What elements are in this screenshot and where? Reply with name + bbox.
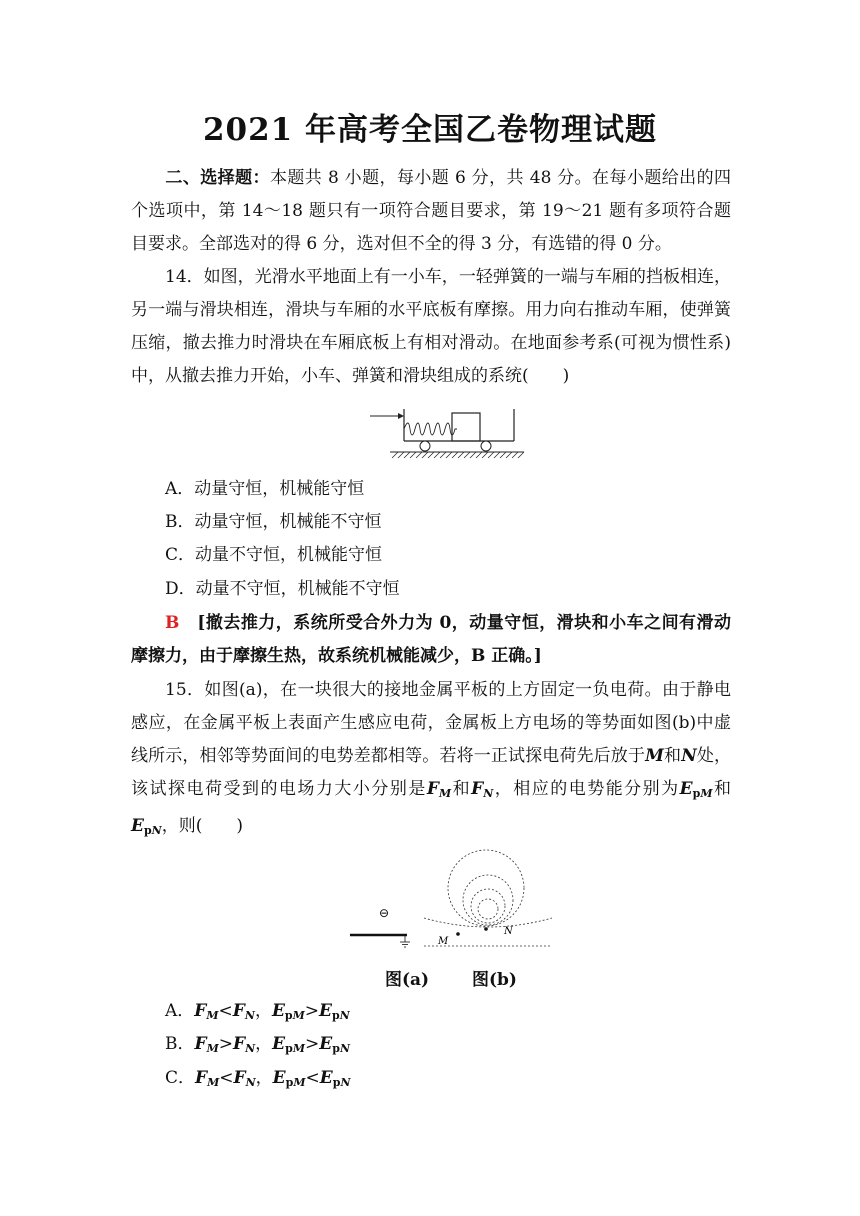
q14-cart-figure [368, 405, 528, 465]
q14-stem [131, 261, 731, 393]
q14-option-b: B．动量守恒，机械能不守恒 [165, 512, 382, 532]
q14-option-d: D．动量不守恒，机械能不守恒 [165, 579, 400, 599]
q15-option-b: B．$F_M>F_N$，$E_{pM}>E_{pN}$ [165, 1034, 350, 1055]
section-text: 本题共 8 小题，每小题 6 分，共 48 分。在每小题给出的四个选项中，第 14～18 题只有一项符合题目要求，第 19～21 题有多项符合题目要求。全部选对的得 6 分，选对但不全的得 3 分，有选错的得 0 分。 [131, 168, 732, 254]
q15-option-a: A．$F_M<F_N$，$E_{pM}>E_{pN}$ [165, 1001, 350, 1022]
charge-symbol: ⊖ [379, 906, 390, 920]
q14-answer-letter: B [165, 613, 180, 633]
q14-answer-text: [撤去推力，系统所受合外力为 0，动量守恒，滑块和小车之间有滑动摩擦力，由于摩擦生热，故系统机械能减少，B 正确。] [131, 613, 732, 666]
q15-stem: 15．如图(a)，在一块很大的接地金属平板的上方固定一负电荷。由于静电感应，在金属平板上表面产生感应电荷，金属板上方电场的等势面如图(b)中虚线所示，相邻等势面间的电势差都相等。若将一正试探电荷先后放于M和N处，该试探电荷受到的电场力大小分别是$F_M$和$F_N$，相应的电势能分别为$E_{pM}$和$E_{pN}$，则( ) [131, 680, 732, 837]
page-title: 2021 年高考全国乙卷物理试题 [202, 112, 658, 148]
q14-stem-text: 14．如图，光滑水平地面上有一小车，一轻弹簧的一端与车厢的挡板相连，另一端与滑块相连，滑块与车厢的水平底板有摩擦。用力向右推动车厢，使弹簧压缩，撤去推力时滑块在车厢底板上有相对滑动。在地面参考系(可视为惯性系)中，从撤去推力开始，小车、弹簧和滑块组成的系统( ) [131, 267, 731, 386]
q15-figure-a [345, 900, 420, 950]
section-heading: 二、选择题： [165, 168, 270, 188]
q14-option-c: C．动量不守恒，机械能守恒 [165, 545, 383, 565]
q15-option-c: C．$F_M<F_N$，$E_{pM}<E_{pN}$ [165, 1068, 351, 1089]
section-intro [131, 162, 731, 261]
point-n-label: N [504, 926, 513, 937]
q14-answer [131, 607, 731, 673]
q14-option-a: A．动量守恒，机械能守恒 [165, 479, 365, 499]
caption-b: 图(b) [472, 970, 517, 990]
q15-figure-b [420, 848, 555, 950]
point-m-label: M [438, 936, 449, 947]
caption-a: 图(a) [385, 970, 430, 990]
